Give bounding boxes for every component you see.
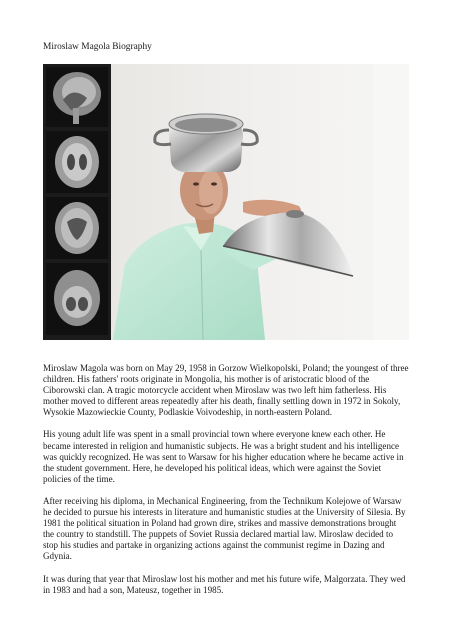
paragraph-4: It was during that year that Miroslaw lost his mother and met his future wife, Malgorzata. They wed in 1983 and had a son, Mateusz, together in 1985. — [43, 573, 406, 595]
biography-photo — [43, 64, 409, 340]
paragraph-2: His young adult life was spent in a small provincial town where everyone knew each other. He became interested in religion and humanistic subjects. He was a bright student and his intelligence was quickly recognized. He was sent to Warsaw for his higher education where he became active in the student government. Here, he developed his political ideas, which were against the Soviet policies of the time. — [43, 429, 404, 484]
photo-illustration — [43, 64, 409, 340]
biography-body — [43, 363, 409, 607]
document-title: Miroslaw Magola Biography — [43, 42, 152, 52]
paragraph-3: After receiving his diploma, in Mechanical Engineering, from the Technikum Kolejowe of Warsaw he decided to pursue his interests in literature and humanistic studies at the University of Silesia. By 1981 the political situation in Poland had grown dire, strikes and massive demonstrations brought the country to standstill. The puppets of Soviet Russia declared martial law. Miroslaw decided to stop his studies and partake in organizing actions against the communist regime in Dazing and Gdynia. — [43, 495, 406, 562]
paragraph-1: Miroslaw Magola was born on May 29, 1958 in Gorzow Wielkopolski, Poland; the youngest of three children. His fathers' roots originate in Mongolia, his mother is of aristocratic blood of the Ciborowski clan. A tragic motorcycle accident when Miroslaw was two left him fatherless. His mother moved to different areas repeatedly after his death, finally settling down in 1972 in Sokoly, Wysokie Mazowieckie County, Podlaskie Voivodeship, in north-eastern Poland. — [43, 363, 409, 418]
mri-scan-strip — [43, 64, 111, 340]
